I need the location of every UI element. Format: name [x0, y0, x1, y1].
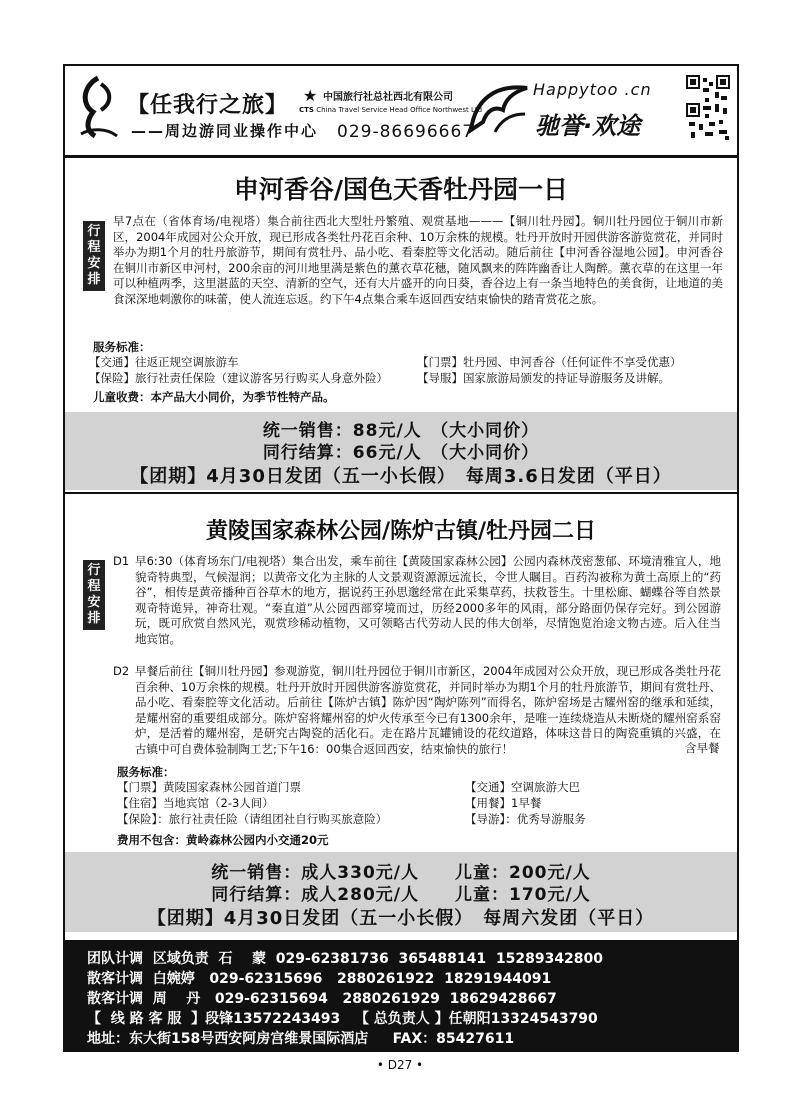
contact-individual-1: 散客计调 白婉婷 029-62315696 2880261922 18291944091	[87, 971, 552, 987]
contact-panel	[65, 940, 737, 1050]
trip2-itinerary-tag	[83, 560, 105, 630]
trip1-schedule: 【团期】4月30日发团（五一小长假） 每周3.6日发团（平日）	[130, 466, 672, 487]
cts-english-text: China Travel Service Head Office Northwest Ltd	[316, 106, 483, 114]
trip1-itinerary-tag	[83, 221, 105, 291]
contact-individual-2: 散客计调 周 丹 029-62315694 2880261929 18629428667	[87, 991, 557, 1007]
trip2-day2-label: D2	[113, 664, 130, 678]
cts-english-name	[299, 106, 482, 114]
trip2-schedule: 【团期】4月30日发团（五一小长假） 每周六发团（平日）	[147, 908, 655, 929]
trip1-service-ticket: 【门票】牡丹园、申河香谷（任何证件不享受优惠）	[417, 355, 682, 369]
trip2-excluded: 费用不包含：黄岭森林公园内小交通20元	[117, 833, 329, 847]
trip1-tag-text: 行程安排	[87, 224, 101, 287]
trip2-service-insurance: 【保险】：旅行社责任险（请组团社自行购买旅意险）	[117, 812, 388, 826]
trip1-price-unified: 统一销售：88元/人 （大小同价）	[262, 421, 540, 441]
header-banner	[65, 66, 737, 158]
trip1-service-transport: 【交通】往返正规空调旅游车	[89, 355, 239, 369]
trip2-service-title: 服务标准：	[117, 765, 175, 779]
header-phone: 029-86696667	[337, 122, 475, 142]
trip1-service-guide: 【导服】国家旅游局颁发的持证导游服务及讲解。	[417, 371, 670, 385]
happytoo-slogan: 驰誉·欢途	[535, 112, 641, 140]
cts-abbr: CTS	[299, 106, 314, 114]
trip1-price-box	[65, 412, 737, 490]
trip1-title: 申河香谷/国色天香牡丹园一日	[233, 175, 569, 204]
happytoo-name: Happytoo .cn	[533, 80, 652, 99]
brand-subtitle: ——周边游同业操作中心	[131, 122, 319, 140]
page-number: • D27 •	[376, 1058, 424, 1072]
trip2-service-lodging: 【住宿】当地宾馆（2-3人间）	[117, 796, 274, 810]
trip1-price-peer: 同行结算：66元/人 （大小同价）	[262, 443, 540, 463]
trip2-service-meal: 【用餐】1早餐	[465, 796, 542, 810]
qr-code-icon	[685, 74, 731, 142]
brand-name: 【任我行之旅】	[127, 93, 289, 118]
trip1-service-title: 服务标准：	[93, 340, 151, 354]
section-divider	[65, 492, 737, 494]
contact-team: 团队计调 区域负责 石 蒙 029-62381736 365488141 15289342800	[87, 951, 604, 967]
contact-service: 【 线 路 客 服 】段锋13572243493 【 总负责人 】任朝阳13324543790	[87, 1011, 598, 1027]
trip2-price-peer: 同行结算：成人280元/人 儿童：170元/人	[211, 885, 591, 905]
calligraphy-logo-icon	[73, 74, 123, 144]
star-icon: ★	[303, 86, 318, 105]
trip2-day2-text: 早餐后前往【铜川牡丹园】参观游览，铜川牡丹园位于铜川市新区，2004年成园对公众开放，现已形成各类牡丹花百余种、10万余株的规模。牡丹开放时开园供游客游览赏花，并同时举办为期1个月的牡丹旅游节，期间有赏牡丹、品小吃、看秦腔等文化活动。后前往【陈炉古镇】陈炉因“陶炉陈列”而得名，陈炉窑场是古耀州窑的继承和延续，是耀州窑的重要组成部分。陈炉窑将耀州窑的炉火传承至今已有1300余年，是唯一连续烧造从未断烧的耀州窑系窑炉，是活着的耀州窑，是研究古陶瓷的活化石。走在路片瓦罐铺设的花纹道路，体味这昔日的陶瓷重镇的兴盛，在古镇中可自费体验制陶工艺;下午16：00集合返回西安，结束愉快的旅行！	[135, 664, 721, 756]
trip2-tag-text: 行程安排	[87, 563, 101, 626]
trip2-day2-meal: 含早餐	[685, 741, 720, 755]
cts-company-name: 中国旅行社总社西北有限公司	[323, 92, 453, 103]
trip2-service-guide: 【导游】：优秀导游服务	[465, 812, 586, 826]
trip2-price-unified: 统一销售：成人330元/人 儿童：200元/人	[211, 863, 591, 883]
trip2-title: 黄陵国家森林公园/陈炉古镇/牡丹园二日	[205, 519, 597, 544]
trip1-itinerary: 早7点在（省体育场/电视塔）集合前往西北大型牡丹繁殖、观赏基地———【铜川牡丹园】。铜川牡丹园位于铜川市新区，2004年成园对公众开放，现已形成各类牡丹花百余种、10万余株的规模。牡丹开放时开园供游客游览赏花，并同时举办为期1个月的牡丹旅游节，期间有赏牡丹、品小吃、看秦腔等文化活动。随后前往【申河香谷湿地公园】。申河香谷在铜川市新区申河村，200余亩的河川地里满是紫色的薰衣草花穗，随风飘来的阵阵幽香让人陶醉。薰衣草的在这里一年可以种植两季，这里湛蓝的天空、清新的空气，还有大片盛开的向日葵，香谷边上有一条当地特色的美食街，让地道的美食深深地刺激你的味蕾，使人流连忘返。约下午4点集合乘车返回西安结束愉快的踏青赏花之旅。	[113, 214, 723, 306]
trip1-child-note: 儿童收费：本产品大小同价，为季节性特产品。	[93, 390, 335, 404]
horse-logo-icon	[465, 80, 535, 140]
trip2-day1-label: D1	[113, 554, 130, 568]
trip2-service-transport: 【交通】空调旅游大巴	[465, 780, 580, 794]
trip2-day1-text: 早6:30（体育场东门/电视塔）集合出发，乘车前往【黄陵国家森林公园】公园内森林茂密葱郁、环境清雅宜人，地貌奇特典型，气候湿润；以黄帝文化为主脉的人文景观资源源远流长，令世人瞩目。百药沟被称为黄土高原上的“药谷”，相传是黄帝播种百谷草木的地方，据说药王孙思邈经常在此采集草药，扶救苍生。十里松廊、蝴蝶谷等自然景观奇特诡异，神奇壮观。“秦直道”从公园西部穿境而过，历经2000多年的风雨，部分路面仍保存完好。到公园游玩，既可欣赏自然风光，观赏珍稀动植物，又可领略古代劳动人民的伟大创举，尽情饱览治途文物古迹。后入住当地宾馆。	[135, 554, 721, 646]
contact-address: 地址：东大街158号西安阿房宫维景国际酒店 FAX：85427611	[87, 1031, 515, 1047]
page-frame	[63, 64, 739, 1052]
trip2-price-box	[65, 852, 737, 932]
trip1-service-insurance: 【保险】旅行社责任保险（建议游客另行购买人身意外险）	[89, 371, 388, 385]
trip2-service-ticket: 【门票】黄陵国家森林公园首道门票	[117, 780, 301, 794]
